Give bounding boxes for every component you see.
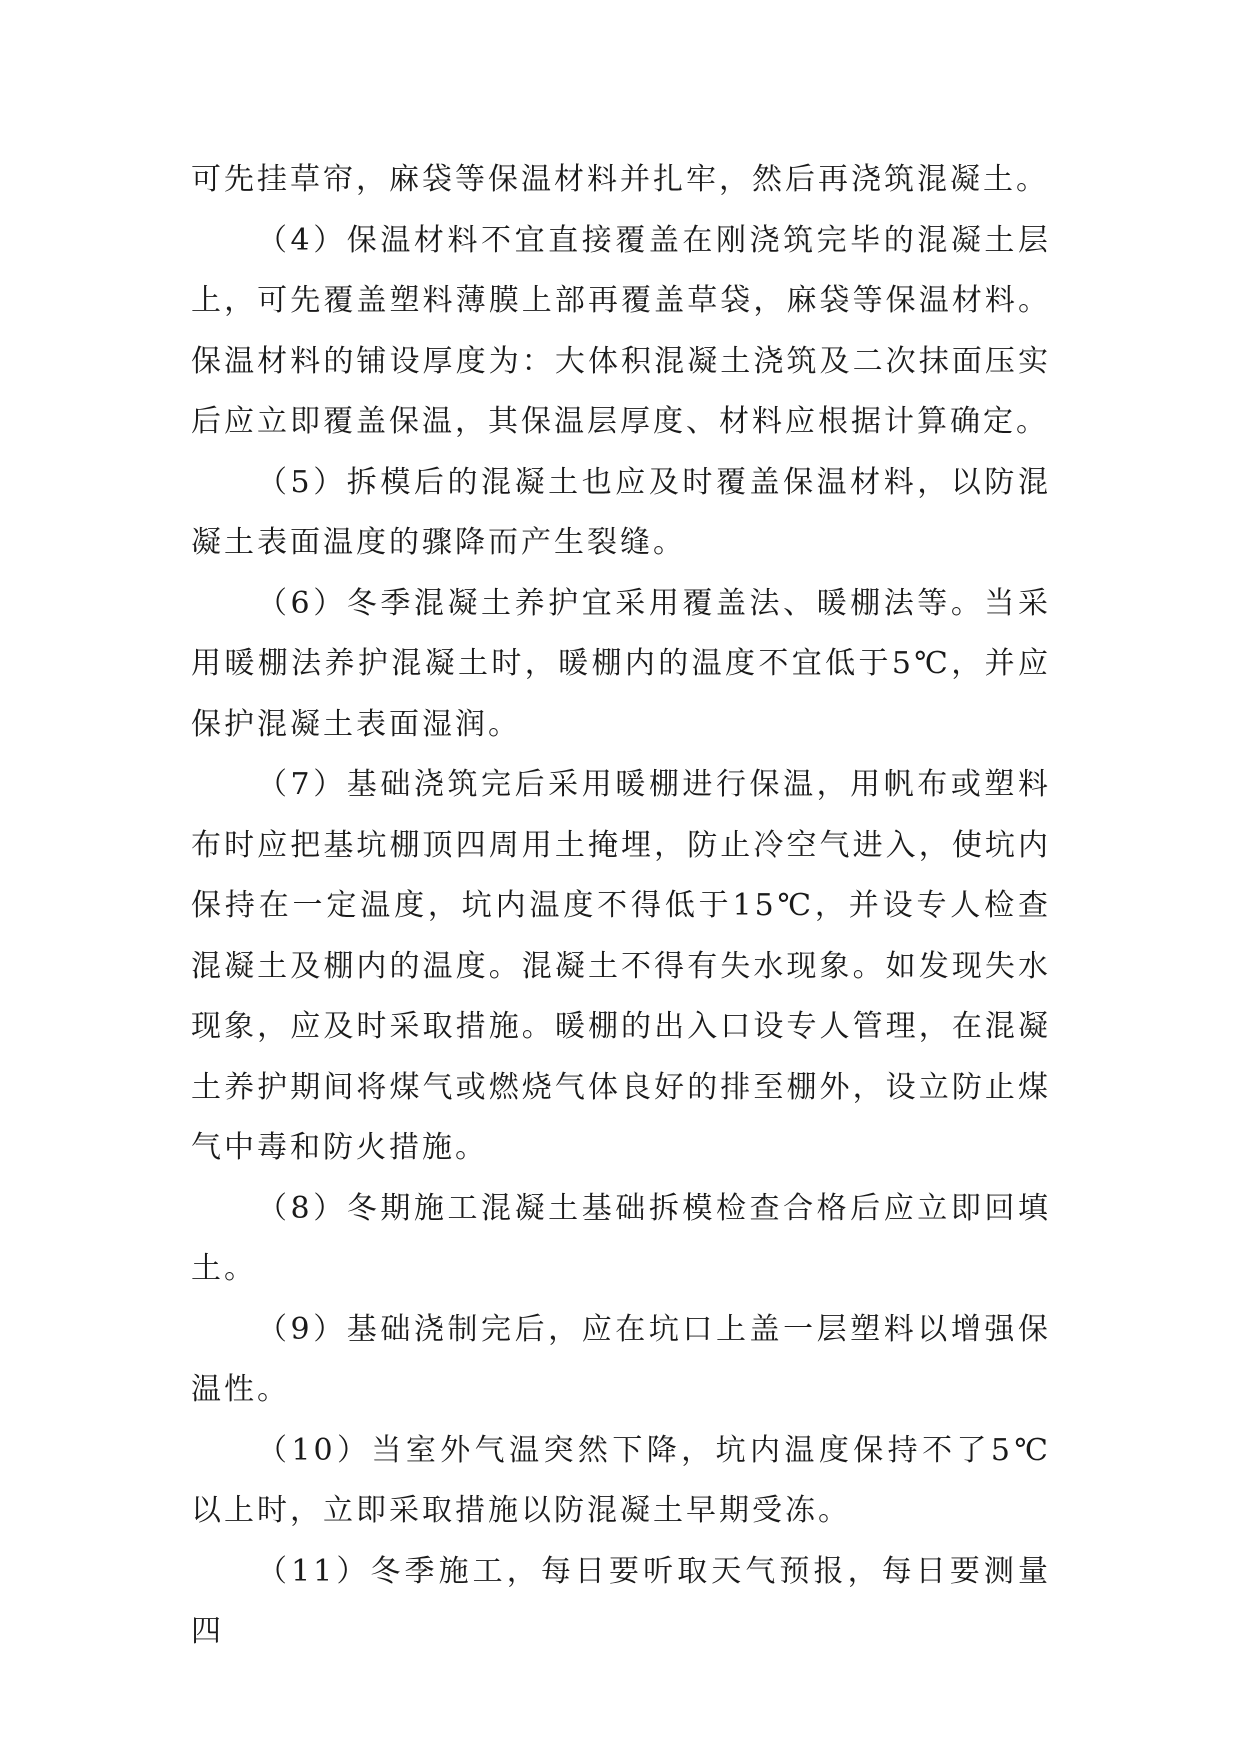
paragraph-item-11: （11）冬季施工，每日要听取天气预报，每日要测量四 (191, 1553, 1051, 1649)
paragraph-item-10: （10）当室外气温突然下降，坑内温度保持不了5℃以上时，立即采取措施以防混凝土早期受冻。 (191, 1432, 1051, 1528)
paragraph-item-7: （7）基础浇筑完后采用暖棚进行保温，用帆布或塑料布时应把基坑棚顶四周用土掩埋，防止冷空气进入，使坑内保持在一定温度，坑内温度不得低于15℃，并设专人检查混凝土及棚内的温度。混凝土不得有失水现象。如发现失水现象，应及时采取措施。暖棚的出入口设专人管理，在混凝土养护期间将煤气或燃烧气体良好的排至棚外，设立防止煤气中毒和防火措施。 (191, 767, 1051, 1165)
paragraph-continuation: 可先挂草帘，麻袋等保温材料并扎牢，然后再浇筑混凝土。 (191, 162, 1049, 197)
paragraph-item-9: （9）基础浇制完后，应在坑口上盖一层塑料以增强保温性。 (191, 1311, 1051, 1407)
paragraph-item-4: （4）保温材料不宜直接覆盖在刚浇筑完毕的混凝土层上，可先覆盖塑料薄膜上部再覆盖草袋，麻袋等保温材料。保温材料的铺设厚度为：大体积混凝土浇筑及二次抹面压实后应立即覆盖保温，其保温层厚度、材料应根据计算确定。 (191, 222, 1051, 439)
paragraph-item-8: （8）冬期施工混凝土基础拆模检查合格后应立即回填土。 (191, 1190, 1051, 1286)
document-body (191, 150, 1051, 1663)
paragraph-item-5: （5）拆模后的混凝土也应及时覆盖保温材料，以防混凝土表面温度的骤降而产生裂缝。 (191, 464, 1051, 560)
paragraph-item-6: （6）冬季混凝土养护宜采用覆盖法、暖棚法等。当采用暖棚法养护混凝土时，暖棚内的温度不宜低于5℃，并应保护混凝土表面湿润。 (191, 585, 1051, 742)
